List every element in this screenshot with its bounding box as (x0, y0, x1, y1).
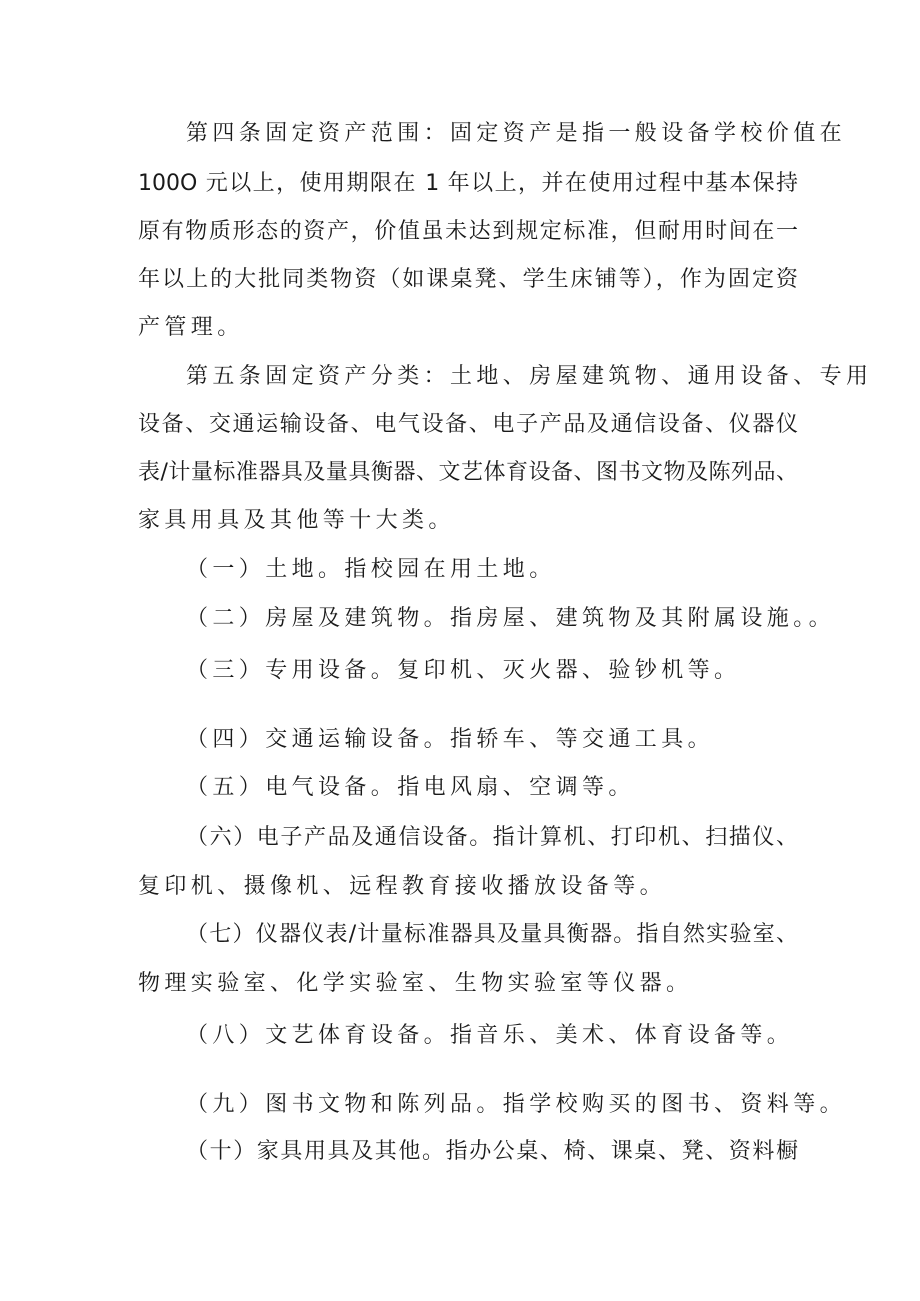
article-5-line-4: 家具用具及其他等十大类。 (138, 508, 455, 533)
item-5: （五）电气设备。指电风扇、空调等。 (186, 775, 635, 800)
item-4: （四）交通运输设备。指轿车、等交通工具。 (186, 727, 715, 752)
article-4-line-2: 100O 元以上，使用期限在 1 年以上，并在使用过程中基本保持 (138, 171, 798, 196)
item-6-line-2: 复印机、摄像机、远程教育接收播放设备等。 (138, 874, 667, 899)
item-1: （一）土地。指校园在用土地。 (186, 557, 556, 582)
item-2: （二）房屋及建筑物。指房屋、建筑物及其附属设施。。 (186, 606, 836, 631)
article-4-line-5: 产管理。 (138, 315, 244, 340)
article-5-line-2: 设备、交通运输设备、电气设备、电子产品及通信设备、仪器仪 (138, 412, 798, 437)
item-3: （三）专用设备。复印机、灭火器、验钞机等。 (186, 658, 741, 683)
article-5-line-1: 第五条固定资产分类：土地、房屋建筑物、通用设备、专用 (186, 364, 873, 389)
article-4-line-1: 第四条固定资产范围：固定资产是指一般设备学校价值在 (186, 121, 847, 146)
item-6-line-1: （六）电子产品及通信设备。指计算机、打印机、扫描仪、 (186, 825, 798, 850)
article-4-line-3: 原有物质形态的资产，价值虽未达到规定标准，但耐用时间在一 (138, 219, 798, 244)
item-9: （九）图书文物和陈列品。指学校购买的图书、资料等。 (186, 1092, 847, 1117)
article-5-line-3: 表/计量标准器具及量具衡器、文艺体育设备、图书文物及陈列品、 (138, 460, 798, 485)
item-8: （八）文艺体育设备。指音乐、美术、体育设备等。 (186, 1023, 794, 1048)
item-7-line-1: （七）仪器仪表/计量标准器具及量具衡器。指自然实验室、 (186, 922, 798, 947)
item-7-line-2: 物理实验室、化学实验室、生物实验室等仪器。 (138, 971, 693, 996)
article-4-line-4: 年以上的大批同类物资（如课桌凳、学生床铺等），作为固定资 (138, 267, 798, 292)
item-10-line-1: （十）家具用具及其他。指办公桌、椅、课桌、凳、资料橱 (186, 1139, 798, 1164)
